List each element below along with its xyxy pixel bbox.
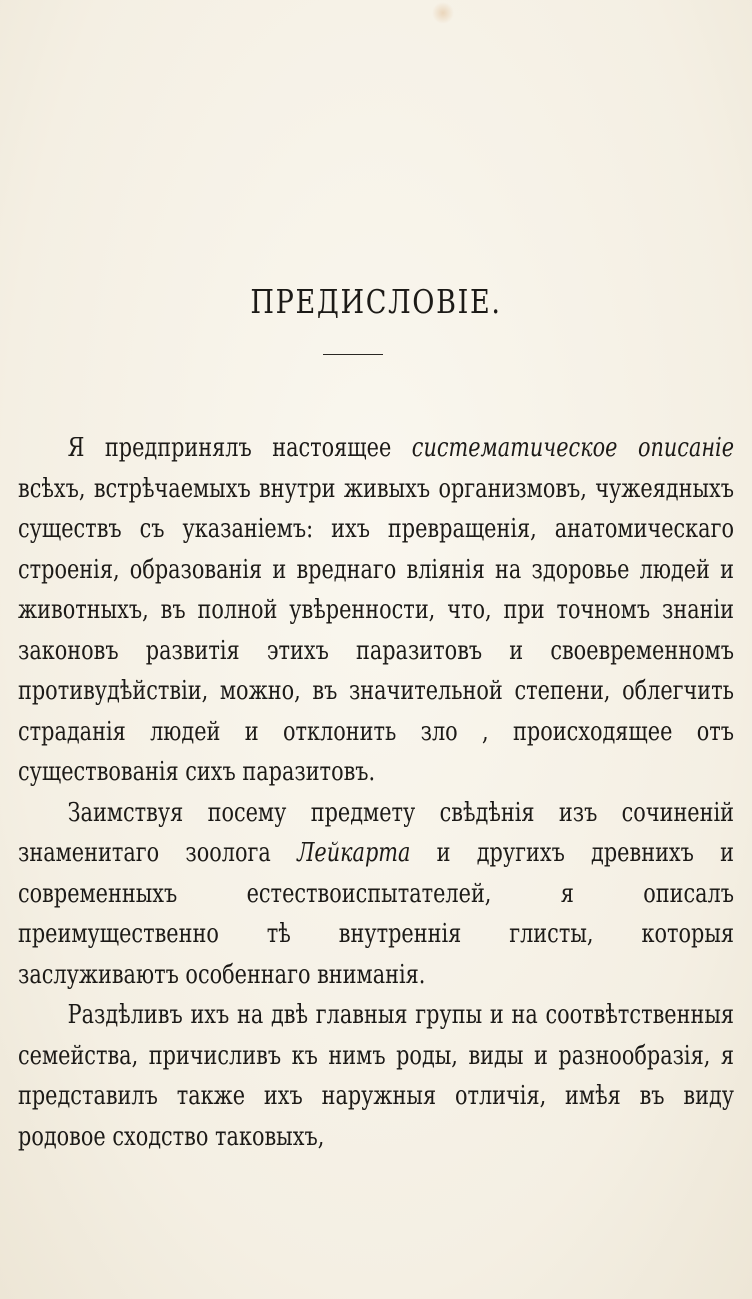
paragraph-1-italic: систематическое описаніе	[411, 433, 735, 463]
paragraph-3-text: Раздѣливъ ихъ на двѣ главныя групы и на соотвѣтственныя семейства, причисливъ къ нимъ роды, виды и разнообразія, я представилъ также ихъ наружныя отличія, имѣя въ виду родовое сходство таковыхъ,	[18, 1000, 735, 1152]
preface-text	[18, 428, 734, 1157]
paragraph-3	[18, 995, 734, 1157]
title-divider	[323, 354, 383, 355]
paper-stain	[432, 2, 454, 24]
paragraph-2	[18, 793, 734, 996]
paragraph-1-rest: всѣхъ, встрѣчаемыхъ внутри живыхъ организмовъ, чужеядныхъ существъ съ указаніемъ: ихъ превращенія, анатомическаго строенія, образованія и вреднаго вліянія на здоровье людей и животныхъ, въ полной увѣренности, что, при точномъ знаніи законовъ развитія этихъ паразитовъ и своевременномъ противудѣйствіи, можно, въ значительной степени, облегчить страданія людей и отклонить зло , происходящее отъ существованія сихъ паразитовъ.	[18, 473, 734, 787]
paragraph-1-lead: Я предпринялъ настоящее	[67, 433, 412, 463]
paragraph-2-rest: и другихъ древнихъ и современныхъ естествоиспытателей, я описалъ преимущественно тѣ внутреннія глисты, которыя заслуживаютъ особеннаго вниманія.	[18, 838, 734, 990]
paragraph-2-lead: Заимствуя посему предмету свѣдѣнія изъ сочиненій знаменитаго зоолога	[18, 797, 735, 868]
paragraph-1	[18, 428, 734, 793]
page-title: ПРЕДИСЛОВІЕ.	[250, 282, 502, 321]
paragraph-2-italic: Лейкарта	[297, 838, 411, 868]
